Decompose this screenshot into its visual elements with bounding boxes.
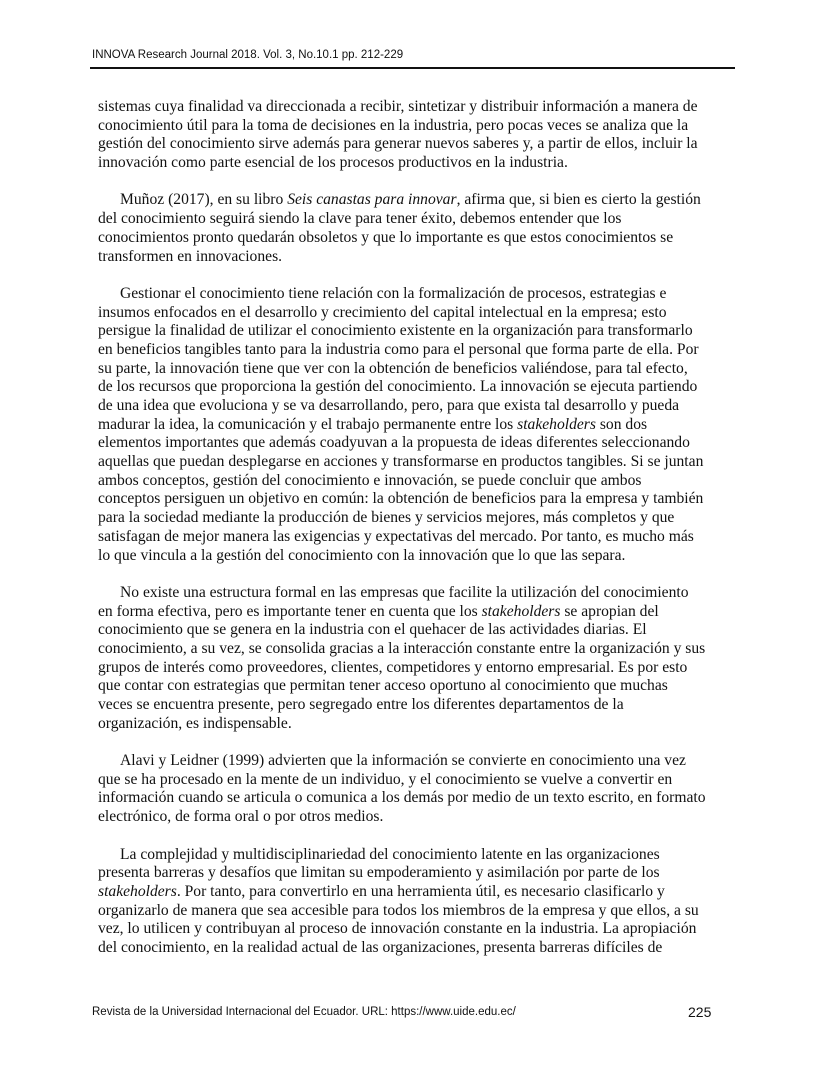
text-segment: conocimiento útil para la toma de decisiones en la industria, pero pocas veces se analiza que la (98, 116, 689, 134)
text-segment: son dos (595, 415, 648, 433)
text-segment: en forma efectiva, pero es importante tener en cuenta que los (98, 602, 482, 620)
text-line (98, 304, 738, 323)
text-segment: madurar la idea, la comunicación y el trabajo permanente entre los (98, 415, 518, 433)
text-line (98, 771, 738, 790)
text-segment: se apropian del (560, 602, 659, 620)
text-segment: del conocimiento, en la realidad actual de las organizaciones, presenta barreras difíciles de (98, 938, 663, 956)
text-segment: lo que vincula a la gestión del conocimiento con la innovación que lo que las separa. (98, 546, 626, 564)
text-line (98, 117, 738, 136)
text-line (98, 509, 738, 528)
text-line (98, 98, 738, 117)
text-line (98, 715, 738, 734)
text-segment: presenta barreras y desafíos que limitan su empoderamiento y asimilación por parte de los (98, 864, 660, 882)
text-line (98, 621, 738, 640)
text-line (98, 229, 738, 248)
italic-term: stakeholders (517, 415, 596, 433)
text-line (98, 322, 738, 341)
text-segment: persigue la finalidad de utilizar el conocimiento existente en la organización para transformarlo (98, 322, 693, 340)
paragraph (98, 752, 738, 827)
text-line (98, 789, 738, 808)
text-segment: elementos importantes que además coadyuvan a la propuesta de ideas diferentes seleccionando (98, 434, 690, 452)
text-segment: organización, es indispensable. (98, 714, 292, 732)
text-segment: transformen en innovaciones. (98, 247, 283, 265)
paragraph (98, 98, 738, 173)
text-segment: La complejidad y multidisciplinariedad del conocimiento latente en las organizaciones (120, 845, 660, 863)
paragraph (98, 584, 738, 734)
text-line (98, 154, 738, 173)
text-segment: su parte, la innovación tiene que ver con la obtención de beneficios valiéndose, para tal efecto, (98, 359, 688, 377)
text-line (98, 453, 738, 472)
text-segment: para la sociedad mediante la producción de bienes y servicios mejores, más completos y que (98, 509, 675, 527)
page-number: 225 (688, 1004, 712, 1020)
text-segment: de los recursos que proporciona la gestión del conocimiento. La innovación se ejecuta partiendo (98, 378, 698, 396)
text-line (98, 360, 738, 379)
text-line (98, 472, 738, 491)
text-line (98, 883, 738, 902)
text-line (98, 939, 738, 958)
text-line (98, 752, 738, 771)
text-line (98, 846, 738, 865)
running-header: INNOVA Research Journal 2018. Vol. 3, No.10.1 pp. 212-229 (92, 49, 404, 61)
text-line (98, 378, 738, 397)
text-line (98, 210, 738, 229)
text-segment: del conocimiento seguirá siendo la clave para tener éxito, debemos entender que los (98, 210, 622, 228)
paragraph (98, 191, 738, 266)
text-line (98, 547, 738, 566)
text-segment: que contar con estrategias que permitan tener acceso oportuno al conocimiento que muchas (98, 677, 668, 695)
text-line (98, 864, 738, 883)
text-segment: innovación como parte esencial de los procesos productivos en la industria. (98, 154, 568, 172)
text-line (98, 341, 738, 360)
text-segment: insumos enfocados en el desarrollo y crecimiento del capital intelectual en la empresa; esto (98, 303, 667, 321)
paragraph (98, 285, 738, 565)
body-text (98, 98, 738, 976)
text-line (98, 920, 738, 939)
text-line (98, 248, 738, 267)
text-line (98, 434, 738, 453)
text-segment: que se ha procesado en la mente de un individuo, y el conocimiento se vuelve a convertir en (98, 770, 673, 788)
italic-term: Seis canastas para innovar (287, 191, 457, 209)
text-segment: conceptos persiguen un objetivo en común: la obtención de beneficios para la empresa y también (98, 490, 704, 508)
text-line (98, 808, 738, 827)
text-segment: electrónico, de forma oral o por otros medios. (98, 808, 384, 826)
footer-journal-note: Revista de la Universidad Internacional del Ecuador. URL: https://www.uide.edu.ec/ (92, 1006, 516, 1018)
text-segment: sistemas cuya finalidad va direccionada a recibir, sintetizar y distribuir información a manera de (98, 98, 698, 115)
text-line (98, 659, 738, 678)
text-segment: Muñoz (2017), en su libro (120, 191, 288, 209)
text-line (98, 902, 738, 921)
text-segment: Gestionar el conocimiento tiene relación con la formalización de procesos, estrategias e (120, 284, 667, 302)
header-divider (90, 67, 735, 69)
italic-term: stakeholders (481, 602, 561, 620)
paragraph (98, 846, 738, 958)
text-line (98, 640, 738, 659)
text-line (98, 397, 738, 416)
text-segment: vez, lo utilicen y contribuyan al proceso de innovación constante en la industria. La apropiación (98, 920, 697, 938)
text-segment: conocimiento, a su vez, se consolida gracias a la interacción constante entre la organización y sus (98, 639, 706, 657)
text-segment: organizarlo de manera que sea accesible para todos los miembros de la empresa y que ellos, a su (98, 901, 699, 919)
text-line (98, 528, 738, 547)
text-segment: satisfagan de mejor manera las exigencias y expectativas del mercado. Por tanto, es mucho más (98, 527, 694, 545)
text-line (98, 135, 738, 154)
text-segment: gestión del conocimiento sirve además para generar nuevos saberes y, a partir de ellos, incluir la (98, 135, 698, 153)
text-line (98, 603, 738, 622)
text-segment: . Por tanto, para convertirlo en una herramienta útil, es necesario clasificarlo y (176, 882, 665, 900)
text-segment: , afirma que, si bien es cierto la gestión (456, 191, 701, 209)
text-segment: grupos de interés como proveedores, clientes, competidores y entorno empresarial. Es por esto (98, 658, 688, 676)
text-line (98, 696, 738, 715)
text-line (98, 584, 738, 603)
text-segment: conocimientos pronto quedarán obsoletos y que lo importante es que estos conocimientos se (98, 228, 674, 246)
text-line (98, 677, 738, 696)
text-segment: No existe una estructura formal en las empresas que facilite la utilización del conocimiento (120, 583, 689, 601)
text-line (98, 416, 738, 435)
text-segment: en beneficios tangibles tanto para la industria como para el personal que forma parte de ella. Por (98, 340, 699, 358)
text-segment: ambos conceptos, gestión del conocimiento e innovación, se puede concluir que ambos (98, 471, 642, 489)
text-line (98, 490, 738, 509)
text-segment: Alavi y Leidner (1999) advierten que la información se convierte en conocimiento una vez (120, 752, 686, 770)
italic-term: stakeholders (98, 882, 177, 900)
text-segment: información cuando se articula o comunica a los demás por medio de un texto escrito, en formato (98, 789, 706, 807)
text-segment: conocimiento que se genera en la industria con el quehacer de las actividades diarias. El (98, 621, 647, 639)
text-segment: de una idea que evoluciona y se va desarrollando, pero, para que exista tal desarrollo y pueda (98, 397, 680, 414)
text-segment: veces se encuentra presente, pero segregado entre los diferentes departamentos de la (98, 696, 624, 713)
text-segment: aquellas que puedan desplegarse en acciones y transformarse en productos tangibles. Si se juntan (98, 453, 704, 471)
text-line (98, 285, 738, 304)
text-line (98, 191, 738, 210)
